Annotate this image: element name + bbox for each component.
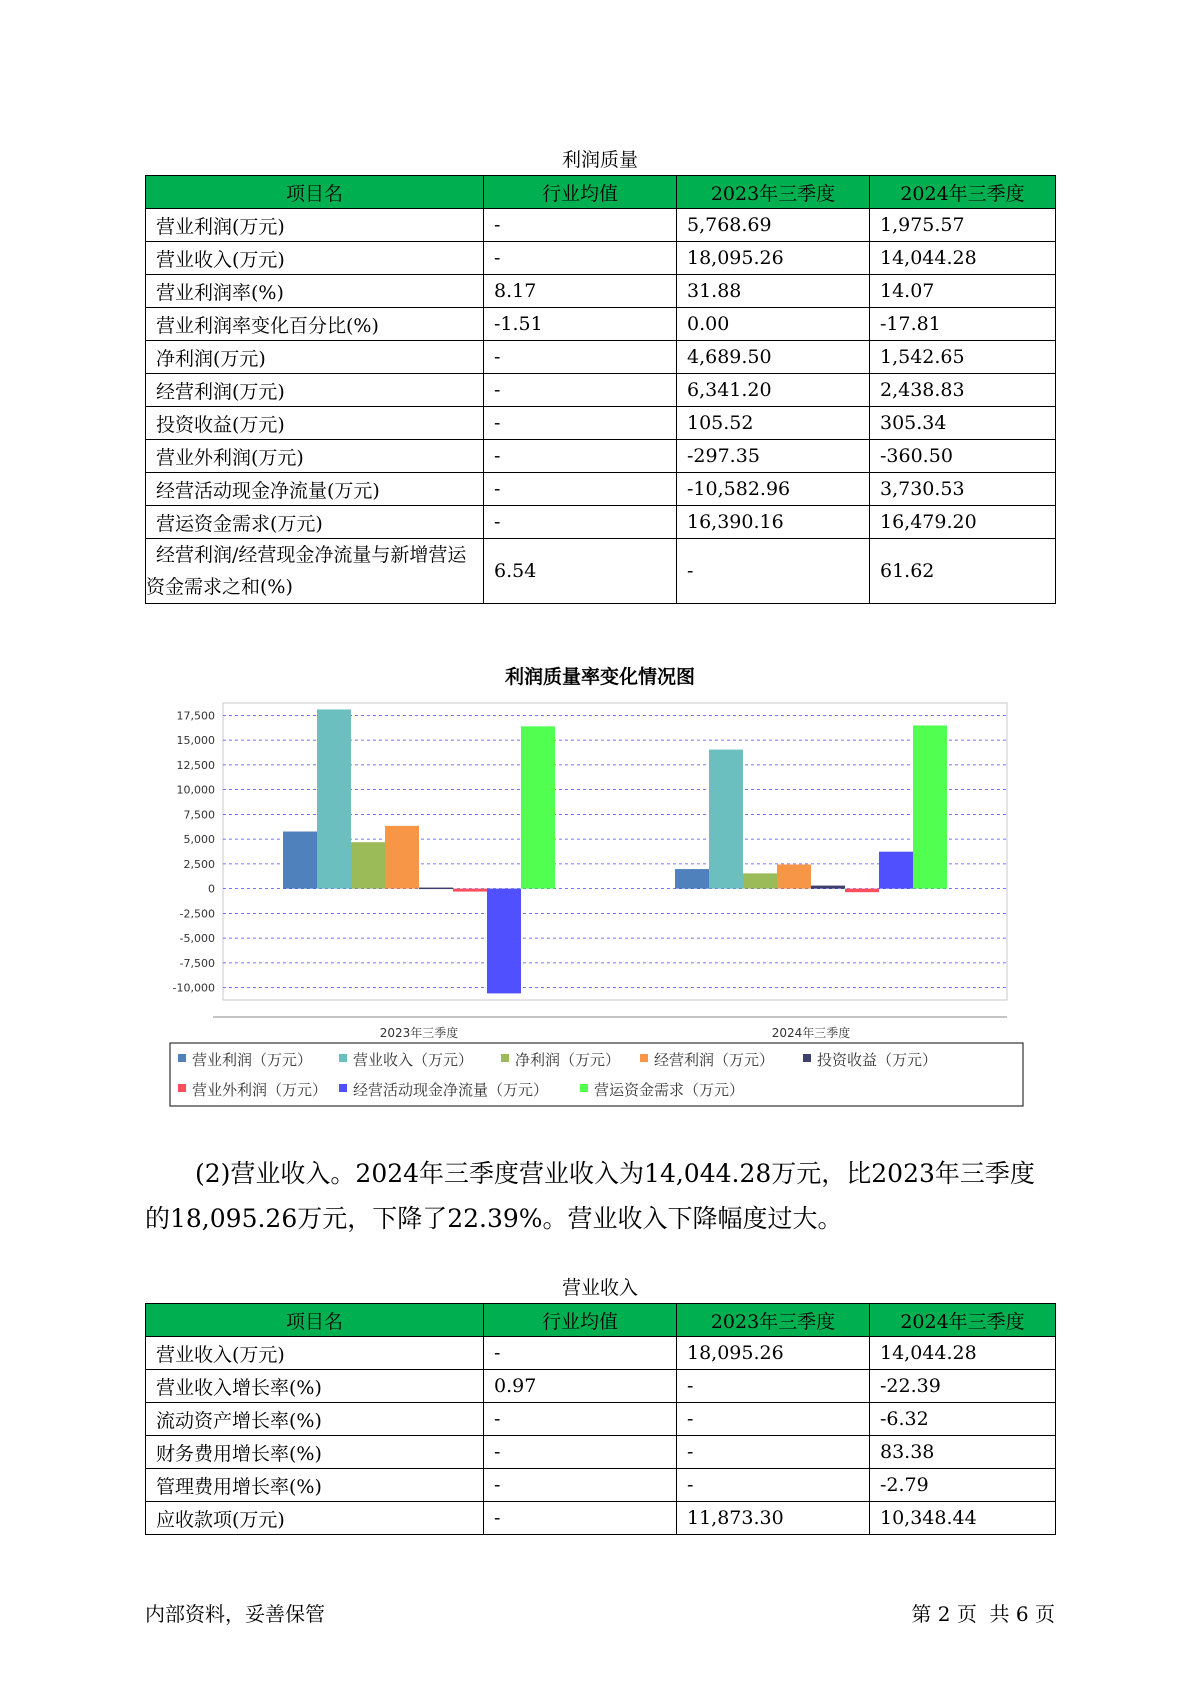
cell: 11,873.30 (677, 1502, 870, 1535)
cell: 16,390.16 (677, 506, 870, 539)
table-header-row (146, 176, 1056, 209)
cell: 1,542.65 (870, 341, 1056, 374)
legend-swatch (803, 1054, 811, 1062)
cell: 61.62 (870, 539, 1056, 604)
profit-quality-chart (160, 695, 1030, 1110)
row-label: 应收款项(万元) (146, 1502, 484, 1535)
cell: 105.52 (677, 407, 870, 440)
legend-label: 营业收入（万元） (353, 1051, 474, 1069)
cell: - (677, 1370, 870, 1403)
legend-swatch (501, 1054, 509, 1062)
row-label: 营业收入(万元) (146, 1337, 484, 1370)
cell: 5,768.69 (677, 209, 870, 242)
revenue-table (145, 1303, 1056, 1535)
legend-label: 经营活动现金净流量（万元） (353, 1081, 549, 1099)
legend-swatch (339, 1054, 347, 1062)
table-row (146, 407, 1056, 440)
legend-label: 经营利润（万元） (654, 1051, 775, 1069)
bar (521, 726, 555, 888)
header-cell: 2023年三季度 (677, 1304, 870, 1337)
y-tick-label: 5,000 (183, 833, 215, 847)
table-row (146, 473, 1056, 506)
cell: 2,438.83 (870, 374, 1056, 407)
cell: - (484, 1469, 677, 1502)
y-tick-label: 12,500 (176, 758, 215, 772)
y-tick-label: -7,500 (179, 956, 215, 970)
row-label: 经营利润/经营现金净流量与新增营运资金需求之和(%) (146, 539, 484, 604)
header-cell: 行业均值 (484, 1304, 677, 1337)
table-row (146, 308, 1056, 341)
cell: - (484, 473, 677, 506)
chart-title: 利润质量率变化情况图 (504, 666, 695, 688)
cell: 14.07 (870, 275, 1056, 308)
row-label: 营业外利润(万元) (146, 440, 484, 473)
bar (913, 725, 947, 888)
x-tick-label: 2024年三季度 (771, 1026, 851, 1040)
table-row (146, 1502, 1056, 1535)
cell: - (484, 1403, 677, 1436)
bar (351, 842, 385, 888)
cell: - (484, 506, 677, 539)
table-row (146, 1403, 1056, 1436)
x-tick-label: 2023年三季度 (379, 1026, 459, 1040)
y-tick-label: 15,000 (176, 734, 215, 748)
bar (419, 888, 453, 890)
legend-swatch (640, 1054, 648, 1062)
legend-label: 投资收益（万元） (817, 1051, 938, 1069)
legend-label: 净利润（万元） (515, 1051, 621, 1069)
cell: 14,044.28 (870, 1337, 1056, 1370)
bar (777, 864, 811, 888)
table1-caption: 利润质量 (561, 149, 638, 171)
bar (283, 832, 317, 889)
cell: - (484, 1337, 677, 1370)
cell: 18,095.26 (677, 1337, 870, 1370)
row-label: 净利润(万元) (146, 341, 484, 374)
legend-label: 营业利润（万元） (192, 1051, 313, 1069)
legend-label: 营运资金需求（万元） (594, 1081, 745, 1099)
bar (879, 852, 913, 889)
header-cell: 项目名 (146, 1304, 484, 1337)
cell: -297.35 (677, 440, 870, 473)
cell: -360.50 (870, 440, 1056, 473)
y-tick-label: 2,500 (183, 857, 215, 871)
cell: 8.17 (484, 275, 677, 308)
cell: 4,689.50 (677, 341, 870, 374)
y-tick-label: 10,000 (176, 783, 215, 797)
cell: -2.79 (870, 1469, 1056, 1502)
profit-quality-table (145, 175, 1056, 604)
footer-left: 内部资料，妥善保管 (145, 1602, 325, 1626)
bar (675, 869, 709, 889)
table-row (146, 1469, 1056, 1502)
cell: 18,095.26 (677, 242, 870, 275)
y-tick-label: -2,500 (179, 907, 215, 921)
row-label: 管理费用增长率(%) (146, 1469, 484, 1502)
table2-caption: 营业收入 (561, 1277, 638, 1299)
y-tick-label: 17,500 (176, 709, 215, 723)
y-tick-label: 0 (208, 882, 215, 896)
cell: 83.38 (870, 1436, 1056, 1469)
bar (743, 873, 777, 888)
row-label: 营业利润(万元) (146, 209, 484, 242)
table-row (146, 242, 1056, 275)
legend-label: 营业外利润（万元） (192, 1081, 328, 1099)
cell: -10,582.96 (677, 473, 870, 506)
table-row (146, 506, 1056, 539)
table-row (146, 539, 1056, 604)
bar (845, 889, 879, 893)
header-cell: 项目名 (146, 176, 484, 209)
table-row (146, 1436, 1056, 1469)
bar (487, 889, 521, 994)
row-label: 投资收益(万元) (146, 407, 484, 440)
header-cell: 行业均值 (484, 176, 677, 209)
table-row (146, 374, 1056, 407)
cell: -22.39 (870, 1370, 1056, 1403)
cell: - (484, 374, 677, 407)
cell: -6.32 (870, 1403, 1056, 1436)
cell: - (677, 1403, 870, 1436)
row-label: 营业收入(万元) (146, 242, 484, 275)
cell: 10,348.44 (870, 1502, 1056, 1535)
cell: 0.97 (484, 1370, 677, 1403)
cell: 6,341.20 (677, 374, 870, 407)
cell: -1.51 (484, 308, 677, 341)
cell: - (677, 1436, 870, 1469)
bar (317, 709, 351, 888)
row-label: 经营利润(万元) (146, 374, 484, 407)
row-label: 营业利润率(%) (146, 275, 484, 308)
cell: -17.81 (870, 308, 1056, 341)
row-label: 营业收入增长率(%) (146, 1370, 484, 1403)
header-cell: 2023年三季度 (677, 176, 870, 209)
row-label: 营业利润率变化百分比(%) (146, 308, 484, 341)
cell: 1,975.57 (870, 209, 1056, 242)
header-cell: 2024年三季度 (870, 1304, 1056, 1337)
table-row (146, 341, 1056, 374)
row-label: 营运资金需求(万元) (146, 506, 484, 539)
cell: - (484, 407, 677, 440)
bar (385, 826, 419, 889)
cell: - (484, 440, 677, 473)
cell: 14,044.28 (870, 242, 1056, 275)
cell: 3,730.53 (870, 473, 1056, 506)
table-row (146, 209, 1056, 242)
cell: 0.00 (677, 308, 870, 341)
cell: 6.54 (484, 539, 677, 604)
legend-swatch (178, 1084, 186, 1092)
legend-swatch (580, 1084, 588, 1092)
cell: - (484, 341, 677, 374)
table-header-row (146, 1304, 1056, 1337)
table-row (146, 1337, 1056, 1370)
legend-swatch (339, 1084, 347, 1092)
legend-swatch (178, 1054, 186, 1062)
bar (453, 889, 487, 892)
table-row (146, 440, 1056, 473)
row-label: 经营活动现金净流量(万元) (146, 473, 484, 506)
row-label: 财务费用增长率(%) (146, 1436, 484, 1469)
footer-page-number: 第 2 页 共 6 页 (911, 1602, 1055, 1626)
revenue-paragraph: (2)营业收入。2024年三季度营业收入为14,044.28万元，比2023年三季度的18,095.26万元，下降了22.39%。营业收入下降幅度过大。 (145, 1159, 1035, 1233)
cell: 16,479.20 (870, 506, 1056, 539)
table-row (146, 275, 1056, 308)
cell: - (677, 539, 870, 604)
y-tick-label: -5,000 (179, 932, 215, 946)
cell: - (484, 209, 677, 242)
y-tick-label: -10,000 (172, 981, 215, 995)
cell: 305.34 (870, 407, 1056, 440)
cell: 31.88 (677, 275, 870, 308)
table-row (146, 1370, 1056, 1403)
bar (811, 886, 845, 889)
bar (709, 750, 743, 889)
cell: - (677, 1469, 870, 1502)
cell: - (484, 242, 677, 275)
cell: - (484, 1502, 677, 1535)
row-label: 流动资产增长率(%) (146, 1403, 484, 1436)
cell: - (484, 1436, 677, 1469)
y-tick-label: 7,500 (183, 808, 215, 822)
header-cell: 2024年三季度 (870, 176, 1056, 209)
